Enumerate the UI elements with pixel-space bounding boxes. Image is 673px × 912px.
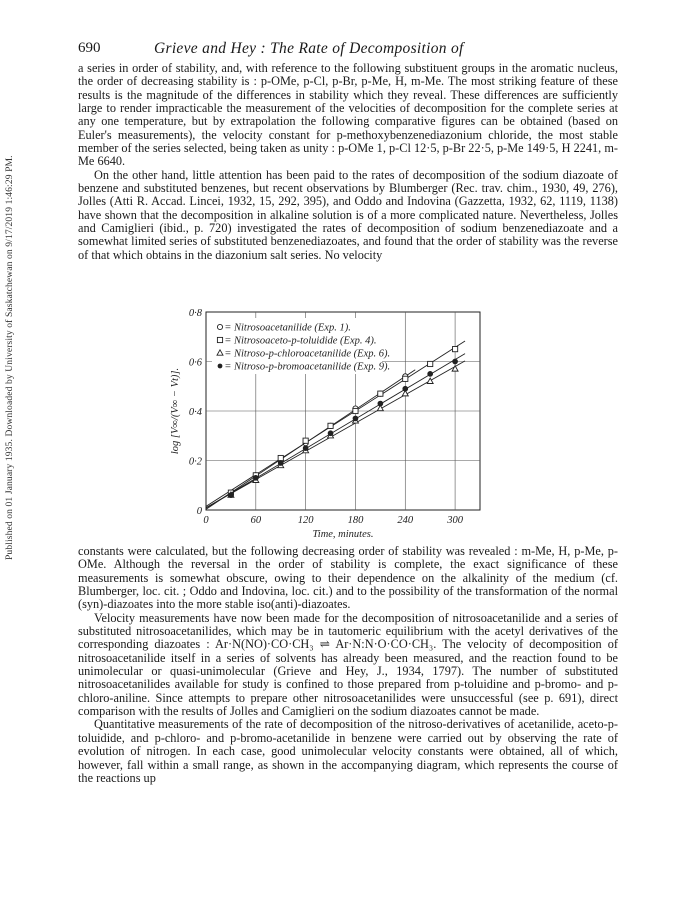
rate-chart: [160, 306, 500, 544]
legend-label: Nitrosoacetanilide (Exp. 1).: [234, 322, 351, 334]
rate-chart-svg: [160, 306, 500, 544]
legend-marker: [218, 364, 223, 369]
paragraph: On the other hand, little attention has been paid to the rates of decomposition of the sodium diazoate of benzene and substituted benzenes, but recent observations by Blumberger (Rec. trav. chim., 1930, 49, 276), Jolles (Atti R. Accad. Lincei, 1932, 15, 292, 395), and Oddo and Indovina (Gazzetta, 1932, 62, 1119, 1138) have shown that the decomposition in alkaline solution is of a more complicated nature. Nevertheless, Jolles and Camiglieri (ibid., p. 720) investigated the rates of decomposition of sodium benzenediazoate and a somewhat limited series of substituted benzenediazoates, and found that the order of stability was the reverse of that which obtains in the diazonium salt series. No velocity: [78, 167, 618, 262]
data-point: [328, 431, 333, 436]
y-tick-label: 0·8: [188, 308, 202, 319]
x-tick-label: 180: [347, 515, 364, 526]
data-point: [428, 371, 433, 376]
data-point: [428, 361, 433, 366]
data-point: [453, 359, 458, 364]
x-tick-label: 240: [397, 515, 414, 526]
legend-equals: =: [225, 348, 231, 360]
legend-marker: [217, 324, 222, 329]
x-tick-label: 0: [203, 515, 209, 526]
legend-marker: [217, 337, 222, 342]
y-tick-label: 0·6: [188, 357, 202, 369]
data-point: [452, 366, 458, 371]
running-title: Grieve and Hey : The Rate of Decomposition of: [154, 40, 464, 57]
series-line: [206, 354, 465, 508]
data-point: [403, 386, 408, 391]
download-notice-text: Published on 01 January 1935. Downloaded by University of Saskatchewan on 9/17/2019 1:46:29 PM.: [4, 155, 15, 560]
paragraph: constants were calculated, but the following decreasing order of stability was revealed : m-Me, H, p-Me, p-OMe. Although the reversal in the order of stability is complete, the exact significance of these measurements is somewhat obscure, owing to their dependence on the alkalinity of the medium (cf. Blumberger, loc. cit. ; Oddo and Indovina, loc. cit.) and to the possibility of the transformation of the normal (syn)-diazoates into the more stable iso(anti)-diazoates.: [78, 544, 618, 612]
paragraph: Velocity measurements have now been made for the decomposition of nitrosoacetanilide and a series of substituted nitrosoacetanilides, which may be in tautomeric equilibrium with the acetyl derivatives of the corresponding diazoates : Ar·N(NO)·CO·CH₃ ⇌ Ar·N:N·O·CO·CH₃. The velocity of decomposition of nitrosoacetanilide itself in a series of solvents has already been measured, and the reaction found to be unimolecular or quasi-unimolecular (Grieve and Hey, J., 1934, 1797). The number of substituted nitrosoacetanilides available for study is confined to those prepared from p-toluidine and p-bromo- and p-chloro-aniline. Since attempts to prepare other nitrosoacetanilides were unsuccessful (see p. 691), direct comparison with the results of Jolles and Camiglieri on the sodium diazoates cannot be made.: [78, 610, 618, 719]
x-tick-label: 300: [447, 515, 463, 526]
legend-label: Nitroso-p-bromoacetanilide (Exp. 9).: [234, 361, 391, 373]
data-point: [427, 378, 433, 383]
y-tick-label: 0·2: [188, 456, 202, 468]
data-point: [378, 401, 383, 406]
y-axis-label: log [V∞/(V∞ − Vt)].: [170, 367, 181, 455]
data-point: [253, 475, 258, 480]
data-point: [229, 493, 234, 498]
body-text-bottom: [78, 545, 618, 785]
data-point: [452, 347, 457, 352]
page-header: [78, 40, 618, 58]
x-tick-label: 60: [250, 515, 262, 526]
data-point: [378, 391, 383, 396]
body-text-top: [78, 62, 618, 262]
download-notice: [4, 140, 18, 560]
legend-equals: =: [225, 335, 231, 347]
page-number: 690: [78, 40, 101, 56]
data-point: [403, 376, 408, 381]
data-point: [328, 423, 333, 428]
legend-label: Nitroso-p-chloroacetanilide (Exp. 6).: [234, 348, 391, 360]
paragraph: Quantitative measurements of the rate of decomposition of the nitroso-derivatives of acetanilide, aceto-p-toluidide, and p-chloro- and p-bromo-acetanilide in benzene were carried out by observing the rate of evolution of nitrogen. In each case, good unimolecular velocity constants were obtained, all of which, however, fall within a small range, as shown in the accompanying diagram, which represents the course of the reactions up: [78, 717, 618, 785]
data-point: [353, 408, 358, 413]
y-tick-label: 0·4: [188, 407, 202, 418]
series-line: [206, 361, 465, 508]
y-tick-label: 0: [196, 506, 202, 517]
data-point: [278, 461, 283, 466]
data-point: [353, 416, 358, 421]
legend-equals: =: [225, 322, 231, 334]
data-point: [303, 438, 308, 443]
legend-label: Nitrosoaceto-p-toluidide (Exp. 4).: [234, 335, 377, 347]
x-axis-label: Time, minutes.: [312, 529, 374, 540]
x-tick-label: 120: [297, 515, 314, 526]
data-point: [303, 446, 308, 451]
legend-equals: =: [225, 361, 231, 373]
paragraph: a series in order of stability, and, with reference to the following substituent groups in the aromatic nucleus, the order of decreasing stability is : p-OMe, p-Cl, p-Br, p-Me, H, m-Me. The most striking feature of these results is the magnitude of the differences in stability which they reveal. These differences are sufficiently large to render impracticable the measurement of the velocities of decomposition for the complete series at any one temperature, but by extrapolation the following comparative figures can be obtained (based on Euler's measurements), the velocity constant for p-methoxybenzenediazonium chloride, the most stable member of the series selected, being taken as unity : p-OMe 1, p-Cl 12·5, p-Br 22·5, p-Me 149·5, H 2241, m-Me 6640.: [78, 61, 618, 169]
data-point: [278, 455, 283, 460]
